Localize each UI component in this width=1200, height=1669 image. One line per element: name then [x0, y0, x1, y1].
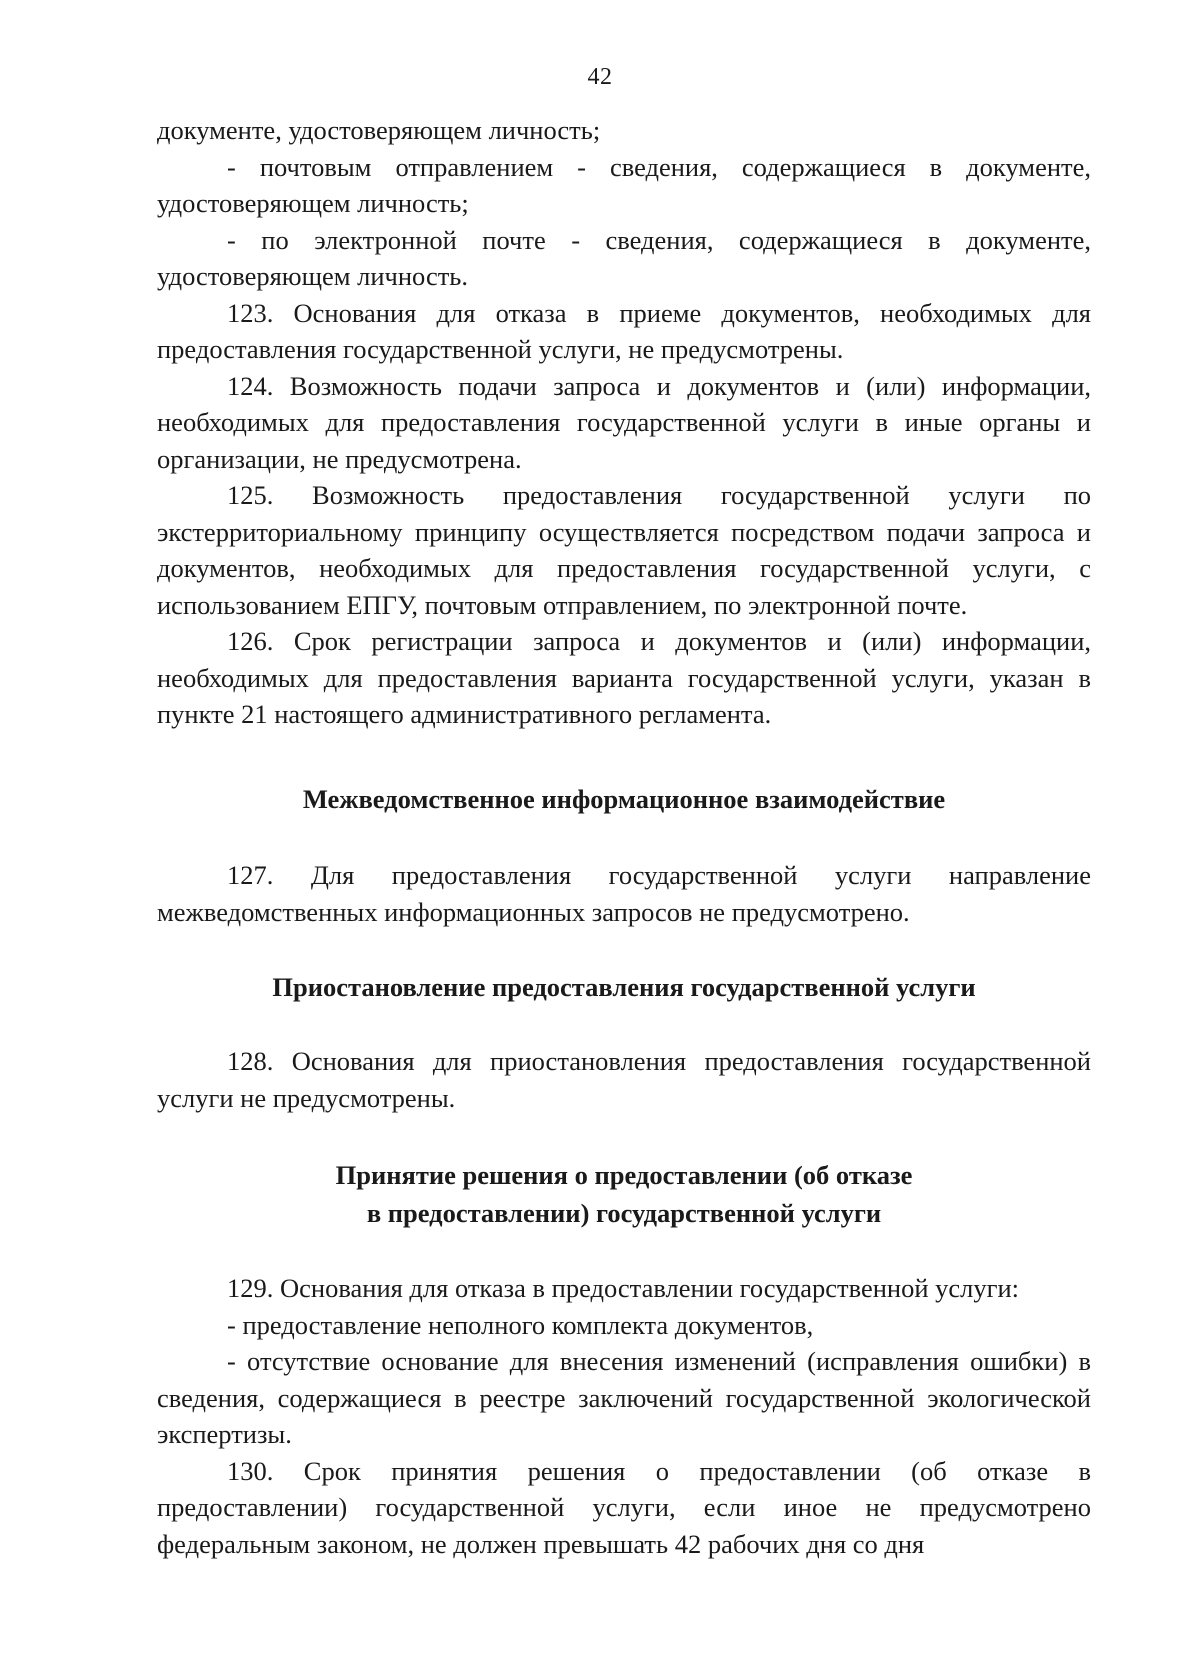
heading-line: Приостановление предоставления государственной услуги	[272, 972, 976, 1002]
text-block	[157, 857, 1091, 930]
section-heading	[157, 780, 1091, 818]
section-heading	[157, 1156, 1091, 1232]
section-heading-block	[157, 968, 1091, 1006]
paragraph-126: 126. Срок регистрации запроса и документов и (или) информации, необходимых для предоставления варианта государственной услуги, указан в пункте 21 настоящего административного регламента.	[157, 626, 1091, 729]
paragraph-123: 123. Основания для отказа в приеме документов, необходимых для предоставления государственной услуги, не предусмотрены.	[157, 297, 1091, 364]
paragraph: - по электронной почте - сведения, содержащиеся в документе, удостоверяющем личность.	[157, 224, 1091, 291]
section-heading-block	[157, 780, 1091, 818]
heading-line: Принятие решения о предоставлении (об отказе	[335, 1160, 913, 1190]
paragraph: - почтовым отправлением - сведения, содержащиеся в документе, удостоверяющем личность;	[157, 151, 1091, 218]
paragraph-124: 124. Возможность подачи запроса и документов и (или) информации, необходимых для предоставления государственной услуги в иные органы и организации, не предусмотрена.	[157, 370, 1091, 474]
paragraph-129: 129. Основания для отказа в предоставлении государственной услуги:	[227, 1273, 1020, 1303]
section-heading	[157, 968, 1091, 1006]
paragraph: - предоставление неполного комплекта документов,	[227, 1309, 814, 1340]
text-block	[157, 112, 1091, 733]
text-block	[157, 1270, 1091, 1562]
paragraph: - отсутствие основание для внесения изменений (исправления ошибки) в сведения, содержащиеся в реестре заключений государственной экологической экспертизы.	[157, 1346, 1091, 1449]
heading-line: Межведомственное информационное взаимодействие	[302, 784, 946, 814]
paragraph-128: 128. Основания для приостановления предоставления государственной услуги не предусмотрены.	[157, 1046, 1091, 1113]
text-block	[157, 1043, 1091, 1116]
paragraph-125: 125. Возможность предоставления государственной услуги по экстерриториальному принципу осуществляется посредством подачи запроса и документов, необходимых для предоставления государственной услуги, с использованием ЕПГУ, почтовым отправлением, по электронной почте.	[157, 480, 1091, 620]
page-number: 42	[587, 64, 613, 90]
section-heading-block	[157, 1156, 1091, 1232]
heading-line: в предоставлении) государственной услуги	[366, 1198, 882, 1228]
paragraph-127: 127. Для предоставления государственной услуги направление межведомственных информационных запросов не предусмотрено.	[157, 860, 1091, 927]
paragraph: документе, удостоверяющем личность;	[157, 115, 601, 145]
paragraph-130: 130. Срок принятия решения о предоставлении (об отказе в предоставлении) государственной услуги, если иное не предусмотрено федеральным законом, не должен превышать 42 рабочих дня со дня	[157, 1455, 1091, 1559]
